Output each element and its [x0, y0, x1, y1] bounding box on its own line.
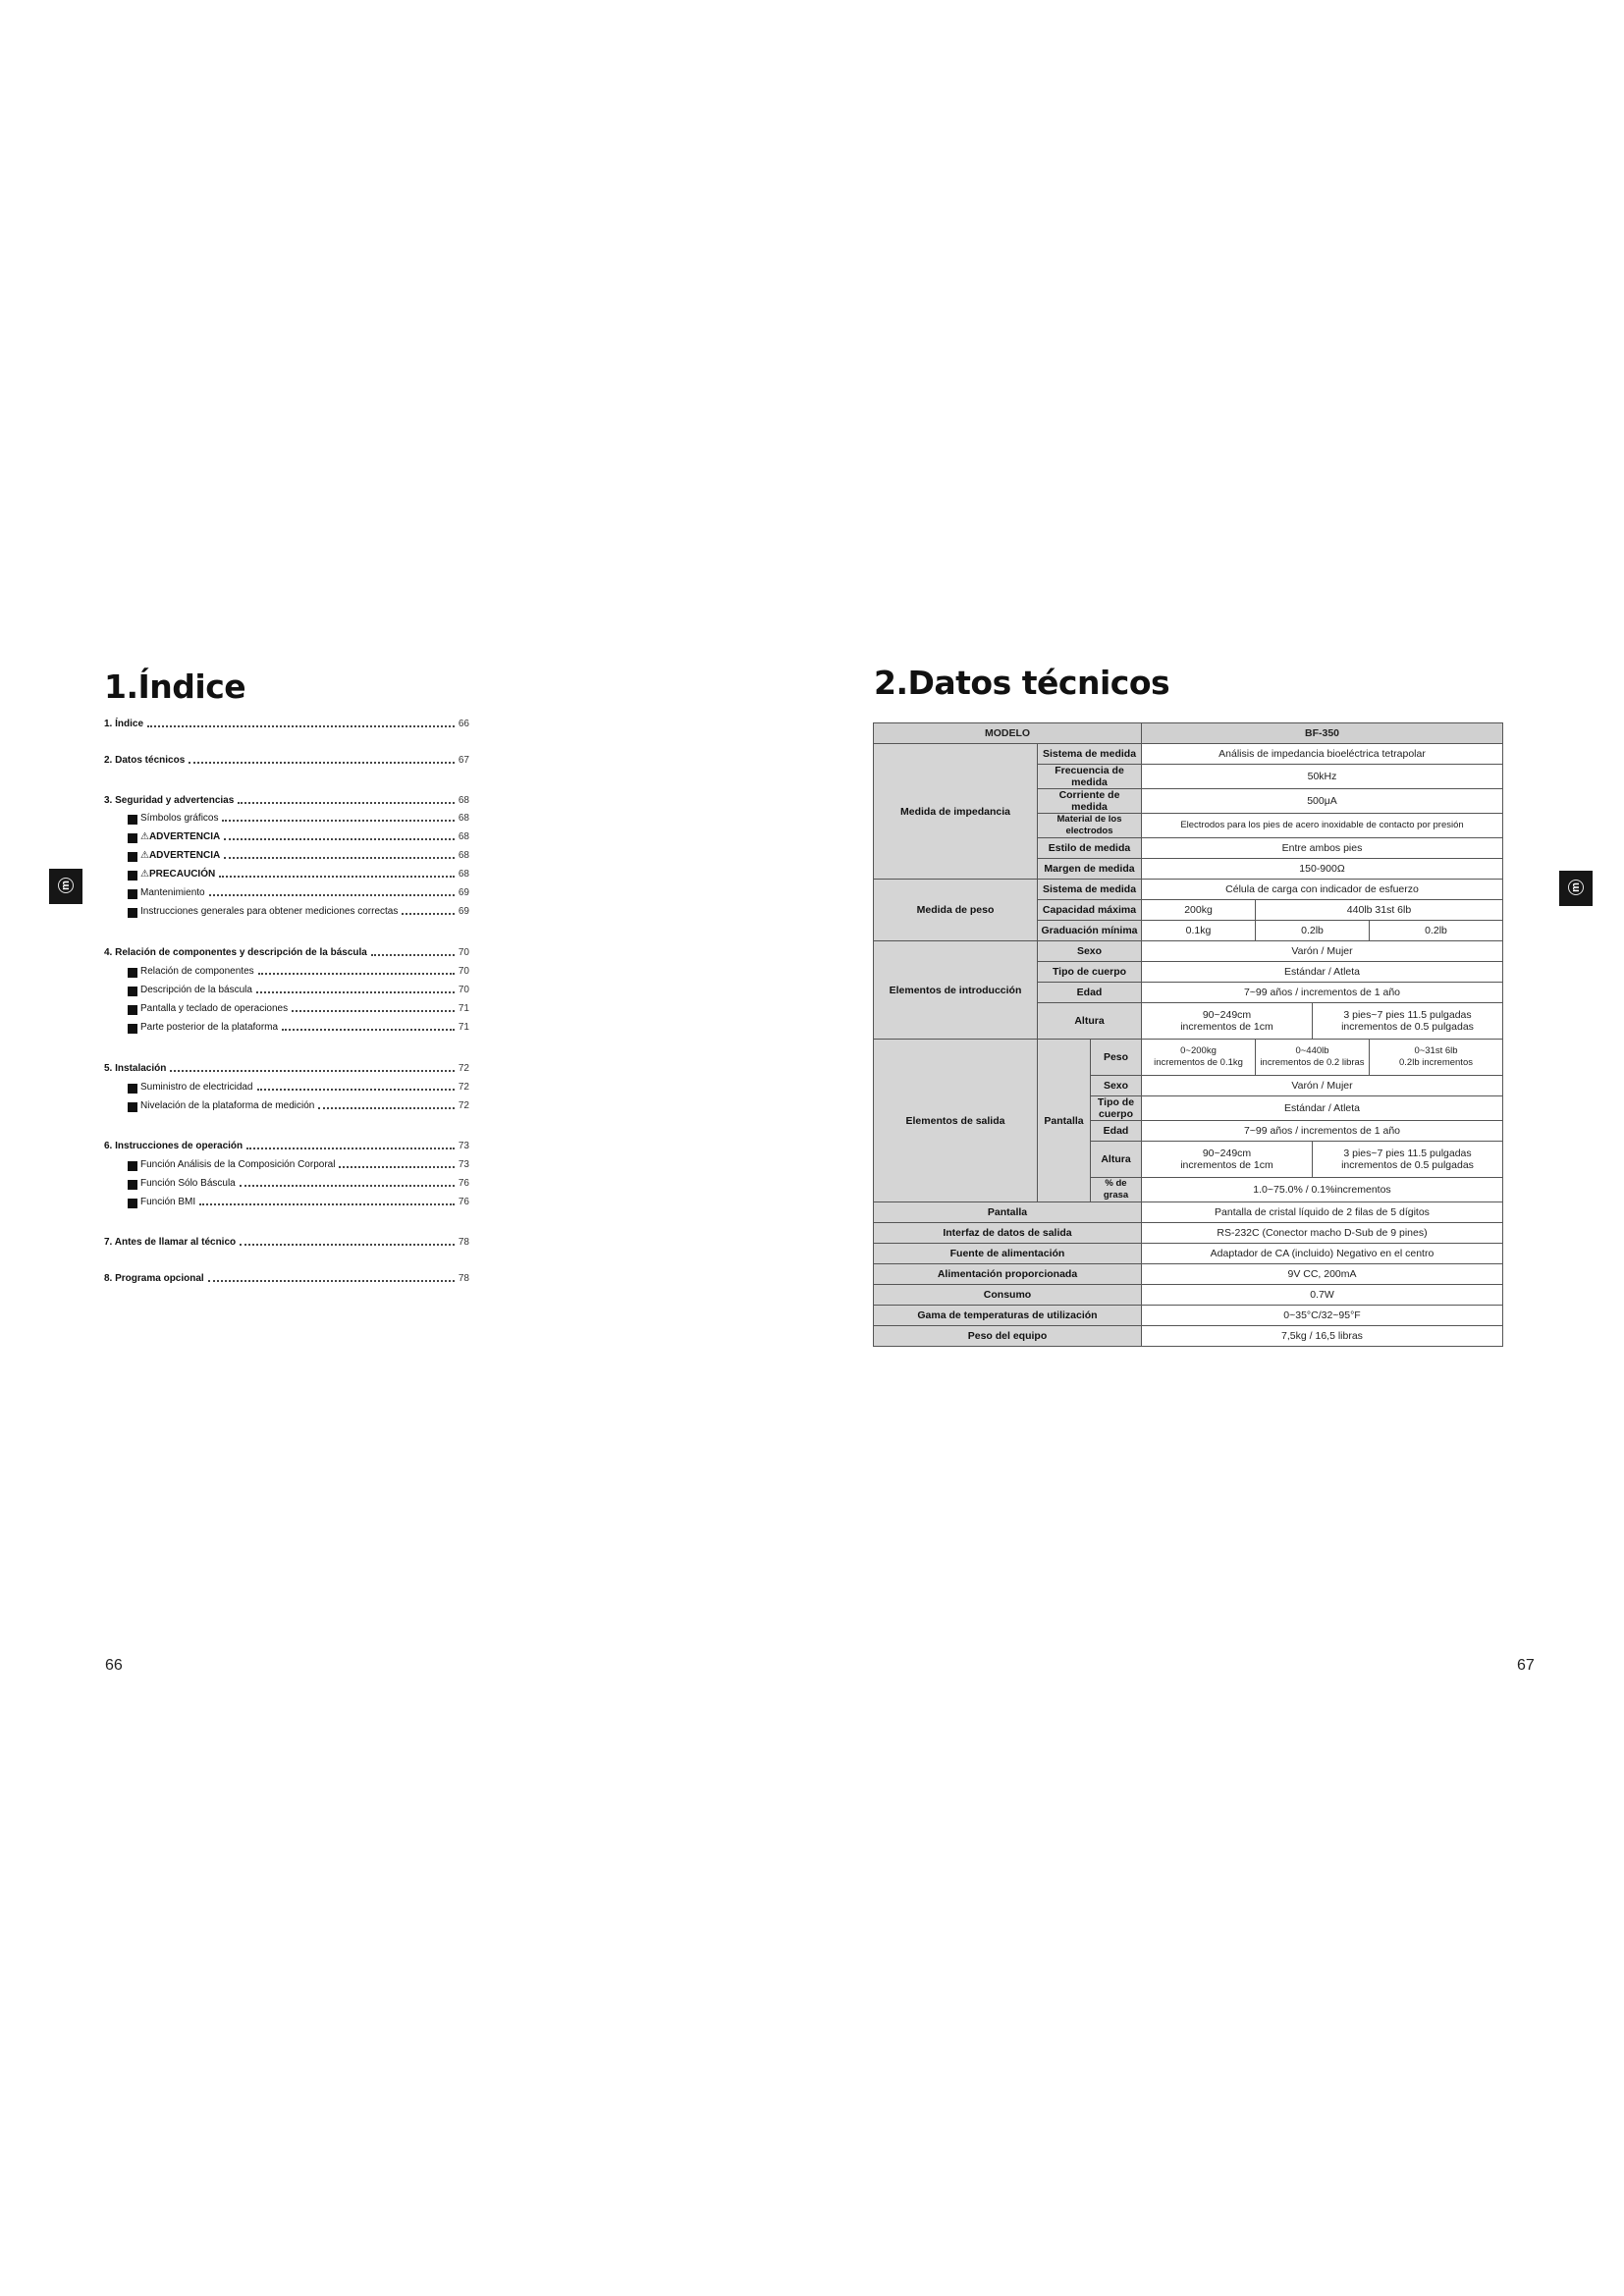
spec-value: Varón / Mujer: [1142, 941, 1503, 962]
spec-label: Peso del equipo: [874, 1326, 1142, 1347]
spec-value-line: incrementos de 0.1kg: [1154, 1057, 1243, 1068]
spec-label: Gama de temperaturas de utilización: [874, 1306, 1142, 1326]
spec-value: 440lb 31st 6lb: [1256, 900, 1503, 921]
toc-subsection-entry: [104, 1020, 469, 1034]
toc-leader-dots: [170, 1070, 455, 1072]
toc-leader-dots: [240, 1185, 455, 1187]
toc-label: 1. Índice: [104, 719, 144, 729]
spec-label: Sexo: [1038, 941, 1142, 962]
spec-label: Edad: [1091, 1121, 1142, 1142]
toc-subsection-entry: [104, 829, 469, 843]
toc-label: 4. Relación de componentes y descripción de la báscula: [104, 947, 367, 958]
spec-label: Sistema de medida: [1038, 744, 1142, 765]
square-bullet-icon: [128, 889, 137, 899]
spec-label: Altura: [1038, 1003, 1142, 1040]
toc-leader-dots: [209, 894, 455, 896]
spec-value: Célula de carga con indicador de esfuerzo: [1142, 880, 1503, 900]
toc-page-number: 76: [458, 1197, 469, 1207]
spec-value-line: incrementos de 0.5 pulgadas: [1341, 1021, 1474, 1033]
toc-section-entry: [104, 1271, 469, 1285]
square-bullet-icon: [128, 1084, 137, 1094]
spec-label: Material de los electrodos: [1038, 814, 1142, 838]
toc-leader-dots: [208, 1280, 455, 1282]
spec-value: [1142, 1003, 1313, 1040]
toc-page-number: 78: [458, 1237, 469, 1248]
square-bullet-icon: [128, 833, 137, 843]
specifications-table: [873, 722, 1503, 1347]
square-bullet-icon: [128, 1024, 137, 1034]
square-bullet-icon: [128, 815, 137, 825]
spec-value: 0.7W: [1142, 1285, 1503, 1306]
toc-leader-dots: [292, 1010, 455, 1012]
toc-leader-dots: [257, 1089, 455, 1091]
language-side-tab-right: [1559, 871, 1593, 906]
toc-label: Parte posterior de la plataforma: [140, 1022, 279, 1033]
spec-label: Sexo: [1091, 1076, 1142, 1096]
toc-leader-dots: [224, 838, 455, 840]
spec-value: 150-900Ω: [1142, 859, 1503, 880]
toc-label: Función BMI: [140, 1197, 196, 1207]
toc-leader-dots: [147, 725, 455, 727]
toc-subsection-entry: [104, 983, 469, 996]
spec-value: 0.1kg: [1142, 921, 1256, 941]
toc-subsection-entry: [104, 848, 469, 862]
spec-label: Tipo de cuerpo: [1091, 1096, 1142, 1121]
toc-page-number: 70: [458, 966, 469, 977]
group-medida-impedancia: Medida de impedancia: [874, 744, 1038, 880]
toc-label: Pantalla y teclado de operaciones: [140, 1003, 289, 1014]
spec-value-line: 0~200kg: [1180, 1045, 1217, 1056]
spec-value-line: 0~440lb: [1295, 1045, 1329, 1056]
spec-value: 1.0~75.0% / 0.1%incrementos: [1142, 1178, 1503, 1202]
toc-label: Descripción de la báscula: [140, 985, 252, 995]
spec-value: 7,5kg / 16,5 libras: [1142, 1326, 1503, 1347]
spec-value: 9V CC, 200mA: [1142, 1264, 1503, 1285]
spec-value: [1142, 1142, 1313, 1178]
spec-label: Capacidad máxima: [1038, 900, 1142, 921]
toc-leader-dots: [256, 991, 455, 993]
toc-label: Relación de componentes: [140, 966, 254, 977]
toc-subsection-entry: [104, 1098, 469, 1112]
spec-label: Fuente de alimentación: [874, 1244, 1142, 1264]
spec-value-line: incrementos de 1cm: [1180, 1159, 1273, 1171]
side-tab-letter: m: [1570, 882, 1582, 892]
toc-section-entry: [104, 717, 469, 730]
toc-leader-dots: [258, 973, 455, 975]
square-bullet-icon: [128, 968, 137, 978]
toc-leader-dots: [222, 820, 454, 822]
spec-label: Altura: [1091, 1142, 1142, 1178]
group-elementos-introduccion: Elementos de introducción: [874, 941, 1038, 1040]
spec-label: Estilo de medida: [1038, 838, 1142, 859]
toc-subsection-entry: [104, 867, 469, 881]
spec-value: Pantalla de cristal líquido de 2 filas de 5 dígitos: [1142, 1202, 1503, 1223]
toc-label: Función Análisis de la Composición Corporal: [140, 1159, 336, 1170]
spec-value-line: 3 pies~7 pies 11.5 pulgadas: [1343, 1009, 1472, 1021]
toc-label: 6. Instrucciones de operación: [104, 1141, 244, 1151]
toc-section-entry: [104, 753, 469, 767]
spec-label: Graduación mínima: [1038, 921, 1142, 941]
toc-label: Suministro de electricidad: [140, 1082, 253, 1093]
spec-value: 0.2lb: [1370, 921, 1503, 941]
toc-page-number: 69: [458, 887, 469, 898]
toc-leader-dots: [339, 1166, 454, 1168]
toc-leader-dots: [318, 1107, 455, 1109]
toc-subsection-entry: [104, 904, 469, 918]
toc-subsection-entry: [104, 964, 469, 978]
square-bullet-icon: [128, 1180, 137, 1190]
toc-leader-dots: [189, 762, 455, 764]
toc-page-number: 76: [458, 1178, 469, 1189]
spec-value: 500μA: [1142, 789, 1503, 814]
spec-label: % de grasa: [1091, 1178, 1142, 1202]
toc-section-entry: [104, 793, 469, 807]
toc-section-entry: [104, 1235, 469, 1249]
toc-section-entry: [104, 945, 469, 959]
toc-page-number: 67: [458, 755, 469, 766]
spec-value: 0~35°C/32~95°F: [1142, 1306, 1503, 1326]
toc-page-number: 72: [458, 1100, 469, 1111]
toc-leader-dots: [219, 876, 455, 878]
toc-page-number: 70: [458, 985, 469, 995]
spec-value-line: 3 pies~7 pies 11.5 pulgadas: [1343, 1148, 1472, 1159]
page-number-right: 67: [1517, 1657, 1535, 1674]
spec-value: [1142, 1040, 1256, 1076]
toc-leader-dots: [246, 1148, 455, 1149]
toc-page-number: 68: [458, 850, 469, 861]
toc-page-number: 78: [458, 1273, 469, 1284]
square-bullet-icon: [128, 1161, 137, 1171]
toc-subsection-entry: [104, 1001, 469, 1015]
toc-page-number: 66: [458, 719, 469, 729]
toc-label: Símbolos gráficos: [140, 813, 219, 824]
toc-subsection-entry: [104, 1195, 469, 1208]
side-tab-letter: m: [60, 881, 72, 890]
toc-label: Función Sólo Báscula: [140, 1178, 236, 1189]
spec-value: [1313, 1003, 1503, 1040]
spec-value-line: 90~249cm: [1202, 1009, 1252, 1021]
square-bullet-icon: [128, 1005, 137, 1015]
toc-page-number: 73: [458, 1159, 469, 1170]
square-bullet-icon: [128, 871, 137, 881]
toc-leader-dots: [199, 1203, 455, 1205]
spec-value: Análisis de impedancia bioeléctrica tetrapolar: [1142, 744, 1503, 765]
toc-page-number: 72: [458, 1082, 469, 1093]
toc-label: 5. Instalación: [104, 1063, 167, 1074]
toc-leader-dots: [371, 954, 455, 956]
group-elementos-salida: Elementos de salida: [874, 1040, 1038, 1202]
toc-page-number: 68: [458, 869, 469, 880]
spec-value: RS-232C (Conector macho D-Sub de 9 pines): [1142, 1223, 1503, 1244]
spec-value: Entre ambos pies: [1142, 838, 1503, 859]
spec-value-line: 0.2lb incrementos: [1399, 1057, 1473, 1068]
toc-page-number: 69: [458, 906, 469, 917]
toc-label: 3. Seguridad y advertencias: [104, 795, 235, 806]
spec-label: Alimentación proporcionada: [874, 1264, 1142, 1285]
spec-value: [1313, 1142, 1503, 1178]
toc-subsection-entry: [104, 811, 469, 825]
spec-value: Estándar / Atleta: [1142, 1096, 1503, 1121]
spec-value: Estándar / Atleta: [1142, 962, 1503, 983]
toc-label: Nivelación de la plataforma de medición: [140, 1100, 315, 1111]
spec-label: Edad: [1038, 983, 1142, 1003]
spec-value: 7~99 años / incrementos de 1 año: [1142, 983, 1503, 1003]
spec-value-line: 0~31st 6lb: [1414, 1045, 1458, 1056]
toc-section-entry: [104, 1061, 469, 1075]
toc-page-number: 68: [458, 795, 469, 806]
spec-label: Consumo: [874, 1285, 1142, 1306]
toc-subsection-entry: [104, 1080, 469, 1094]
modelo-value: BF-350: [1142, 723, 1503, 744]
spec-value-line: incrementos de 0.5 pulgadas: [1341, 1159, 1474, 1171]
spec-value: Varón / Mujer: [1142, 1076, 1503, 1096]
modelo-label: MODELO: [874, 723, 1142, 744]
spec-value-line: incrementos de 1cm: [1180, 1021, 1273, 1033]
spec-label: Pantalla: [874, 1202, 1142, 1223]
toc-label: 7. Antes de llamar al técnico: [104, 1237, 237, 1248]
toc-page-number: 73: [458, 1141, 469, 1151]
spec-value: Electrodos para los pies de acero inoxidable de contacto por presión: [1142, 814, 1503, 838]
square-bullet-icon: [128, 1102, 137, 1112]
toc-leader-dots: [238, 802, 455, 804]
spec-label: Interfaz de datos de salida: [874, 1223, 1142, 1244]
page-title-indice: 1.Índice: [104, 667, 246, 706]
page-title-datos-tecnicos: 2.Datos técnicos: [874, 664, 1170, 702]
toc-label: ⚠ADVERTENCIA: [140, 831, 221, 842]
toc-page-number: 70: [458, 947, 469, 958]
spec-value: 50kHz: [1142, 765, 1503, 789]
spec-label: Sistema de medida: [1038, 880, 1142, 900]
spec-value: [1256, 1040, 1370, 1076]
spec-label: Peso: [1091, 1040, 1142, 1076]
group-pantalla: Pantalla: [1038, 1040, 1091, 1202]
toc-label: ⚠PRECAUCIÓN: [140, 869, 216, 880]
toc-label: Mantenimiento: [140, 887, 205, 898]
toc-leader-dots: [224, 857, 455, 859]
page-number-left: 66: [105, 1657, 123, 1674]
spec-value-line: incrementos de 0.2 libras: [1260, 1057, 1365, 1068]
toc-label: 8. Programa opcional: [104, 1273, 204, 1284]
toc-leader-dots: [240, 1244, 455, 1246]
spec-label: Frecuencia de medida: [1038, 765, 1142, 789]
square-bullet-icon: [128, 852, 137, 862]
spec-label: Tipo de cuerpo: [1038, 962, 1142, 983]
language-side-tab-left: [49, 869, 82, 904]
spec-value: 200kg: [1142, 900, 1256, 921]
toc-page-number: 71: [458, 1003, 469, 1014]
toc-subsection-entry: [104, 1176, 469, 1190]
spec-value-line: 90~249cm: [1202, 1148, 1252, 1159]
toc-subsection-entry: [104, 1157, 469, 1171]
toc-leader-dots: [282, 1029, 455, 1031]
spec-value: 7~99 años / incrementos de 1 año: [1142, 1121, 1503, 1142]
spec-label: Corriente de medida: [1038, 789, 1142, 814]
toc-page-number: 72: [458, 1063, 469, 1074]
toc-page-number: 71: [458, 1022, 469, 1033]
spec-value: 0.2lb: [1256, 921, 1370, 941]
toc-subsection-entry: [104, 885, 469, 899]
toc-label: ⚠ADVERTENCIA: [140, 850, 221, 861]
spec-value: [1370, 1040, 1503, 1076]
toc-page-number: 68: [458, 813, 469, 824]
spec-label: Margen de medida: [1038, 859, 1142, 880]
spec-value: Adaptador de CA (incluido) Negativo en el centro: [1142, 1244, 1503, 1264]
toc-section-entry: [104, 1139, 469, 1152]
toc-leader-dots: [402, 913, 455, 915]
toc-label: Instrucciones generales para obtener mediciones correctas: [140, 906, 399, 917]
toc-label: 2. Datos técnicos: [104, 755, 186, 766]
square-bullet-icon: [128, 987, 137, 996]
toc-page-number: 68: [458, 831, 469, 842]
square-bullet-icon: [128, 1199, 137, 1208]
square-bullet-icon: [128, 908, 137, 918]
group-medida-peso: Medida de peso: [874, 880, 1038, 941]
